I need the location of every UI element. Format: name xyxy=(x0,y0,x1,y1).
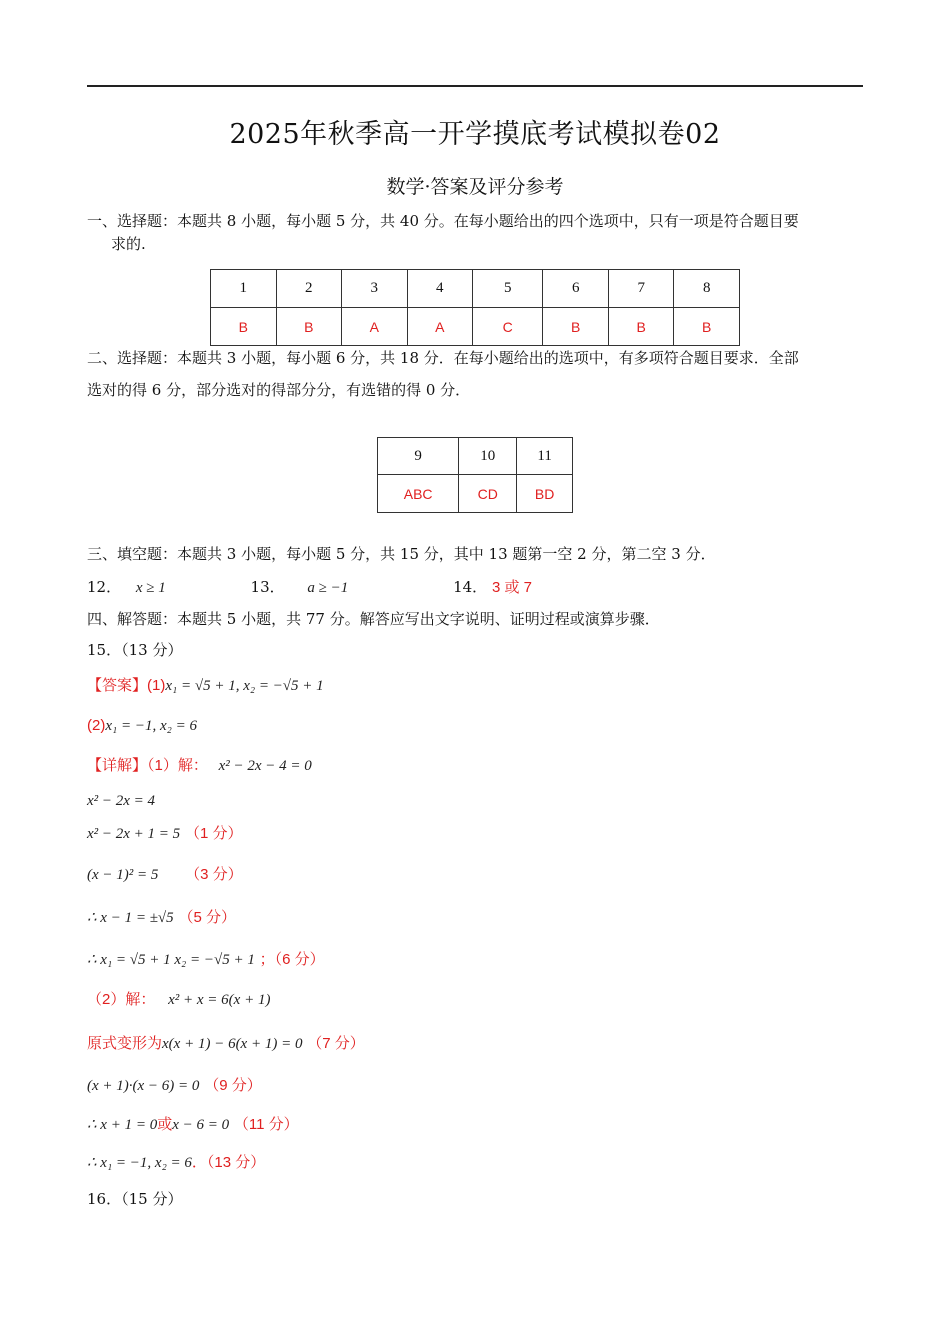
step-3 xyxy=(87,863,243,886)
step-2-score: （1 分） xyxy=(184,825,243,842)
q12-answer: x ≥ 1 xyxy=(135,580,166,596)
answer-2-tag: (2) xyxy=(87,717,106,734)
final-score: ．（13 分） xyxy=(191,1154,266,1171)
table-cell-answer: B xyxy=(674,308,740,346)
part2-equation: x² + x = 6(x + 1) xyxy=(168,992,271,1008)
table-cell-answer: BD xyxy=(517,475,573,513)
table-cell-number: 10 xyxy=(459,438,517,475)
final-line xyxy=(87,1151,265,1174)
detail-equation: x² − 2x − 4 = 0 xyxy=(218,758,312,774)
detail-line xyxy=(87,754,312,777)
table-cell-answer: ABC xyxy=(378,475,459,513)
table-cell-answer: B xyxy=(276,308,342,346)
section2-answer-table xyxy=(377,437,573,513)
root-score: （11 分） xyxy=(233,1116,299,1133)
table-cell-number: 1 xyxy=(211,270,277,308)
step-2-formula: x² − 2x + 1 = 5 xyxy=(87,826,181,842)
q13-answer: a ≥ −1 xyxy=(307,580,349,596)
detail-tag: 【详解】（1）解： xyxy=(87,757,208,774)
table-cell-number: 7 xyxy=(608,270,674,308)
step-5-score: ；（6 分） xyxy=(259,951,325,968)
factor-line xyxy=(87,1074,262,1097)
section1-intro-line1: 一、选择题：本题共 8 小题，每小题 5 分，共 40 分。在每小题给出的四个选项中，只有一项是符合题目要 xyxy=(87,212,799,230)
factor-equation: (x + 1)·(x − 6) = 0 xyxy=(87,1078,200,1094)
table-cell-answer: CD xyxy=(459,475,517,513)
q15-header: 15．（13 分） xyxy=(87,641,183,659)
table-cell-number: 9 xyxy=(378,438,459,475)
page-title: 2025年秋季高一开学摸底考试模拟卷02 xyxy=(229,119,721,150)
section2-intro-line2: 选对的得 6 分，部分选对的得部分分，有选错的得 0 分． xyxy=(87,381,471,399)
step-3-formula: (x − 1)² = 5 xyxy=(87,867,159,883)
header-rule xyxy=(87,85,863,87)
answer-1-formula: x₁ = √5 + 1, x₂ = −√5 + 1 xyxy=(165,678,324,694)
transform-equation: x(x + 1) − 6(x + 1) = 0 xyxy=(162,1036,303,1052)
table-cell-number: 2 xyxy=(276,270,342,308)
table-cell-number: 5 xyxy=(473,270,543,308)
answer-line-1 xyxy=(87,674,324,697)
section1-answer-table xyxy=(210,269,740,346)
q16-header: 16．（15 分） xyxy=(87,1190,183,1208)
table-cell-answer: B xyxy=(608,308,674,346)
factor-score: （9 分） xyxy=(204,1077,262,1094)
table-cell-answer: A xyxy=(407,308,473,346)
table-cell-answer: A xyxy=(342,308,408,346)
table-cell-answer: B xyxy=(211,308,277,346)
step-1 xyxy=(87,789,155,812)
transform-score: （7 分） xyxy=(307,1035,365,1052)
fill-in-answers-row xyxy=(87,576,532,599)
q13-label: 13． xyxy=(250,578,285,596)
step-4 xyxy=(87,906,236,929)
step-3-score: （3 分） xyxy=(185,866,243,883)
answer-line-2 xyxy=(87,714,197,737)
step-5 xyxy=(87,948,325,971)
page-subtitle: 数学·答案及评分参考 xyxy=(386,176,564,198)
table-cell-number: 11 xyxy=(517,438,573,475)
step-2 xyxy=(87,822,242,845)
answer-tag: 【答案】(1) xyxy=(87,677,166,694)
table-cell-number: 3 xyxy=(342,270,408,308)
section4-intro: 四、解答题：本题共 5 小题，共 77 分。解答应写出文字说明、证明过程或演算步骤． xyxy=(87,610,660,628)
part2-tag: （2）解： xyxy=(87,991,156,1008)
part2-line xyxy=(87,988,270,1011)
table-cell-answer: C xyxy=(473,308,543,346)
step-1-formula: x² − 2x = 4 xyxy=(87,793,156,809)
step-5-formula: ∴ x₁ = √5 + 1 x₂ = −√5 + 1 xyxy=(87,952,255,968)
q14-label: 14． xyxy=(453,578,488,596)
root-equation-a: ∴ x + 1 = 0 xyxy=(87,1117,158,1133)
transform-label: 原式变形为 xyxy=(87,1034,163,1052)
transform-line xyxy=(87,1032,365,1055)
root-or: 或 xyxy=(157,1115,173,1133)
step-4-score: （5 分） xyxy=(178,909,236,926)
table-cell-number: 8 xyxy=(674,270,740,308)
step-4-formula: ∴ x − 1 = ±√5 xyxy=(87,910,174,926)
section3-intro: 三、填空题：本题共 3 小题，每小题 5 分，共 15 分，其中 13 题第一空 2 分，第二空 3 分． xyxy=(87,545,716,563)
table-cell-answer: B xyxy=(543,308,609,346)
section2-intro-line1: 二、选择题：本题共 3 小题，每小题 6 分，共 18 分．在每小题给出的选项中，有多项符合题目要求．全部 xyxy=(87,349,799,367)
table-cell-number: 4 xyxy=(407,270,473,308)
roots-line xyxy=(87,1113,299,1136)
q12-label: 12． xyxy=(87,578,122,596)
q14-answer: 3 或 7 xyxy=(491,579,532,596)
section1-intro-line2: 求的. xyxy=(111,235,146,253)
answer-2-formula: x₁ = −1, x₂ = 6 xyxy=(105,718,197,734)
final-equation: ∴ x₁ = −1, x₂ = 6 xyxy=(87,1155,192,1171)
table-cell-number: 6 xyxy=(543,270,609,308)
root-equation-b: x − 6 = 0 xyxy=(172,1117,230,1133)
